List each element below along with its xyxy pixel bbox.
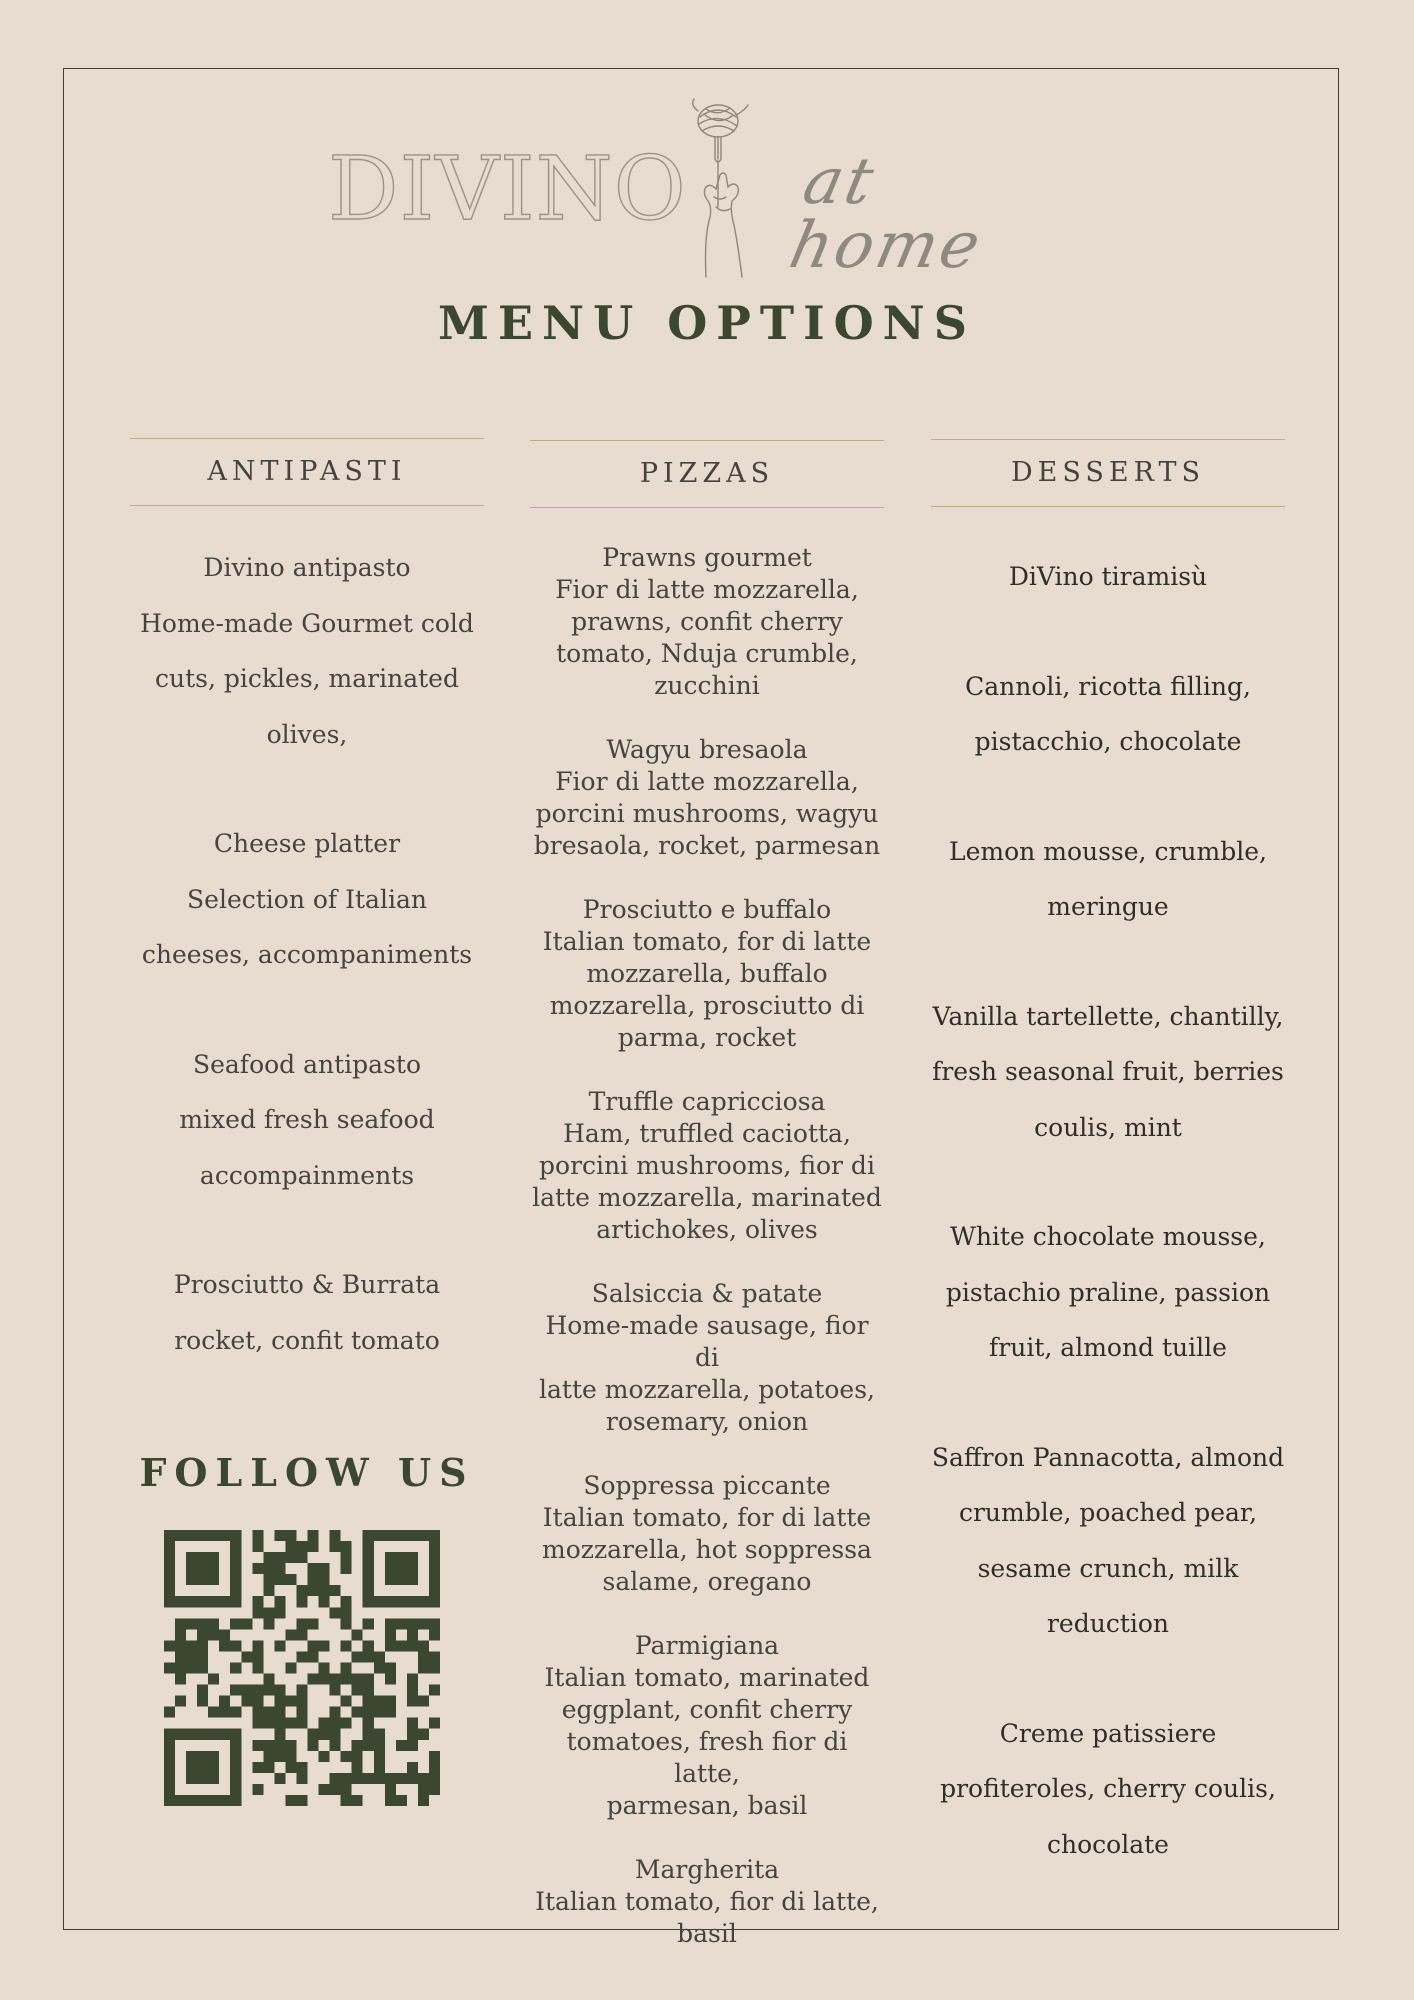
- item-line: Lemon mousse, crumble,: [949, 836, 1267, 866]
- list-item: [130, 816, 484, 983]
- item-line: meringue: [1047, 892, 1169, 921]
- list-item: [530, 1630, 884, 1822]
- item-line: tomato, Nduja crumble,: [556, 639, 858, 668]
- item-line: cuts, pickles, marinated: [155, 664, 459, 693]
- item-line: Salsiccia & patate: [591, 1279, 823, 1308]
- item-line: Vanilla tartellette, chantilly,: [932, 1001, 1284, 1031]
- item-line: Italian tomato, fior di latte,: [535, 1887, 879, 1916]
- list-item: [530, 1854, 884, 1950]
- list-item: [931, 824, 1285, 935]
- item-line: Prosciutto & Burrata: [173, 1270, 441, 1299]
- list-item: [530, 894, 884, 1054]
- item-line: Italian tomato, marinated: [544, 1663, 870, 1692]
- item-line: basil: [677, 1919, 737, 1948]
- item-line: fruit, almond tuille: [989, 1333, 1227, 1362]
- list-item: [130, 540, 484, 762]
- list-item: [530, 542, 884, 702]
- item-line: Seafood antipasto: [192, 1049, 421, 1079]
- item-line: Parmigiana: [634, 1631, 780, 1660]
- antipasti-list: [130, 540, 484, 1368]
- item-line: parma, rocket: [617, 1023, 797, 1052]
- item-line: olives,: [266, 719, 348, 749]
- item-line: Prosciutto e buffalo: [582, 895, 832, 924]
- item-line: Italian tomato, for di latte: [542, 1503, 872, 1532]
- item-line: Home-made Gourmet cold: [140, 608, 474, 638]
- item-line: bresaola, rocket, parmesan: [533, 831, 881, 860]
- item-line: pistachio praline, passion: [945, 1277, 1271, 1307]
- pizzas-list: [530, 542, 884, 1950]
- pizzas-heading: PIZZAS: [530, 440, 884, 508]
- item-line: parmesan, basil: [606, 1791, 808, 1820]
- item-line: Saffron Pannacotta, almond: [931, 1442, 1285, 1472]
- item-line: fresh seasonal fruit, berries: [932, 1057, 1284, 1086]
- item-line: Margherita: [634, 1855, 780, 1884]
- list-item: [530, 734, 884, 862]
- item-line: Wagyu bresaola: [606, 735, 808, 764]
- item-line: White chocolate mousse,: [950, 1222, 1266, 1251]
- list-item: [931, 549, 1285, 605]
- antipasti-column: [130, 0, 484, 1368]
- antipasti-heading: ANTIPASTI: [130, 438, 484, 506]
- item-line: latte mozzarella, marinated: [532, 1183, 882, 1212]
- list-item: [931, 1209, 1285, 1376]
- item-line: coulis, mint: [1034, 1112, 1182, 1142]
- follow-us-heading: FOLLOW US: [139, 1450, 475, 1495]
- item-line: Home-made sausage, fior di: [545, 1311, 869, 1372]
- item-line: chocolate: [1047, 1829, 1169, 1859]
- list-item: [130, 1257, 484, 1368]
- item-line: accompainments: [199, 1160, 415, 1190]
- qr-code-icon[interactable]: [164, 1530, 440, 1806]
- item-line: Cheese platter: [213, 829, 401, 858]
- item-line: Divino antipasto: [203, 553, 411, 582]
- item-line: tomatoes, fresh fior di latte,: [566, 1727, 848, 1788]
- item-line: Creme patissiere: [999, 1718, 1217, 1748]
- list-item: [931, 1430, 1285, 1652]
- item-line: reduction: [1046, 1609, 1170, 1638]
- list-item: [931, 1706, 1285, 1873]
- item-line: mozzarella, prosciutto di: [549, 991, 865, 1020]
- item-line: eggplant, confit cherry: [561, 1695, 853, 1724]
- item-line: porcini mushrooms, wagyu: [535, 799, 879, 828]
- list-item: [530, 1470, 884, 1598]
- brand-name: DIVINO: [328, 137, 687, 240]
- item-line: mixed fresh seafood: [179, 1105, 435, 1134]
- item-line: salame, oregano: [602, 1567, 812, 1596]
- item-line: zucchini: [654, 671, 760, 700]
- item-line: latte mozzarella, potatoes,: [539, 1375, 875, 1404]
- page-title: MENU OPTIONS: [438, 296, 976, 350]
- item-line: Prawns gourmet: [602, 543, 812, 572]
- list-item: [530, 1086, 884, 1246]
- item-line: Italian tomato, for di latte: [542, 927, 872, 956]
- item-line: DiVino tiramisù: [1008, 562, 1208, 591]
- item-line: porcini mushrooms, fior di: [539, 1151, 875, 1180]
- brand-tagline: at home: [783, 145, 990, 283]
- desserts-column: [931, 0, 1285, 1872]
- item-line: Selection of Italian: [187, 884, 427, 914]
- item-line: artichokes, olives: [596, 1215, 818, 1244]
- item-line: Fior di latte mozzarella,: [555, 575, 859, 604]
- desserts-list: [931, 549, 1285, 1872]
- list-item: [931, 659, 1285, 770]
- item-line: profiteroles, cherry coulis,: [940, 1774, 1276, 1803]
- item-line: Truffle capricciosa: [588, 1087, 826, 1116]
- item-line: mozzarella, hot soppressa: [542, 1535, 872, 1564]
- pizzas-column: [530, 0, 884, 1982]
- list-item: [130, 1037, 484, 1204]
- item-line: rosemary, onion: [605, 1407, 809, 1436]
- item-line: sesame crunch, milk: [977, 1553, 1239, 1583]
- item-line: rocket, confit tomato: [174, 1325, 440, 1355]
- item-line: Soppressa piccante: [583, 1471, 831, 1500]
- list-item: [530, 1278, 884, 1438]
- item-line: Cannoli, ricotta filling,: [965, 671, 1251, 701]
- item-line: crumble, poached pear,: [958, 1498, 1258, 1527]
- item-line: Fior di latte mozzarella,: [555, 767, 859, 796]
- desserts-heading: DESSERTS: [931, 439, 1285, 507]
- item-line: mozzarella, buffalo: [586, 959, 828, 988]
- item-line: Ham, truffled caciotta,: [563, 1119, 851, 1148]
- item-line: cheeses, accompaniments: [141, 940, 473, 969]
- list-item: [931, 989, 1285, 1156]
- item-line: pistacchio, chocolate: [974, 727, 1242, 756]
- item-line: prawns, confit cherry: [571, 607, 843, 636]
